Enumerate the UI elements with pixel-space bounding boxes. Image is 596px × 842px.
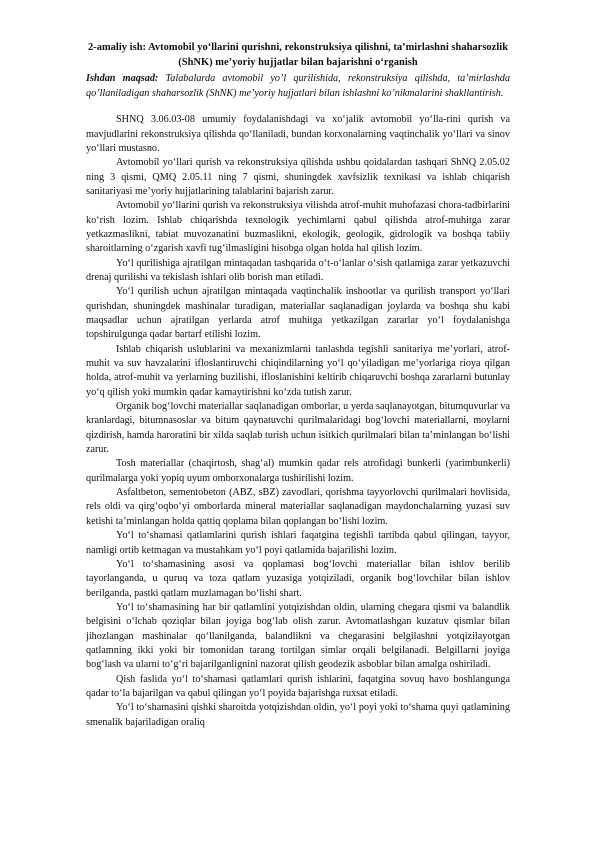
paragraph: Avtomobil yo‘llari qurish va rekonstruksiya qilishda ushbu qoidalardan tashqari ShNQ 2.05.02 ning 3 qismi, QMQ 2.05.11 ning 7 qismi, shuningdek xavfsizlik texnikasi va ishlab chiqarish sanitariyasi me’yoriy hujjatlarining talablarini bajarish zarur. (86, 157, 510, 197)
paragraph: Yo‘l qurilish uchun ajratilgan mintaqada vaqtinchalik inshootlar va qurilish transport yo‘llari qurishdan, shuningdek mashinalar turadigan, materiallar saqlanadigan joylarda va boshqa shu kabi maqsadlar uchun ajratilgan yerlarda atrof muhitga yetkazilgan zararlar yo‘l foydalanishga topshirulgunga qadar bartarf etilishi lozim. (86, 286, 510, 341)
paragraph: Organik bog‘lovchi materiallar saqlanadigan omborlar, u yerda saqlanayotgan, bitumquvurlar va kranlardagi, bitumnasoslar va bitum qaynatuvchi qurilmalaridagi bog‘lovchi materiallarni, moylarni qizdirish, hamda haroratini bir xilda saqlab turish uchun isitkich qurilmalari bilan ta’minlangan bo‘lishi zarur. (86, 401, 510, 456)
paragraph: Qish faslida yo‘l to‘shamasi qatlamlari qurish ishlarini, faqatgina sovuq havo boshlangunga qadar to‘la bajarilgan va qabul qilingan yo‘l poyida bajarishga ruxsat etiladi. (86, 673, 510, 699)
paragraph: Avtomobil yo‘llarini qurish va rekonstruksiya vilishda atrof-muhit muhofazasi chora-tadbirlarini ko‘rish lozim. Ishlab chiqarishda texnologik yechimlarni qabul qilishda atrof-muhitga zarar yetkazmaslikni, tabiat muvozanatini buzmaslikni, ekologik, geologik, gidrologik va boshqa tabiiy sharoitlarning o‘zgarish xavfi tug‘ilmasligini hisobga olgan holda hal qilish lozim. (86, 200, 510, 255)
paragraph: Yo‘l to‘shamasi qatlamlarini qurish ishlari faqatgina tegishli tartibda qabul qilingan, tayyor, namligi ortib ketmagan va mustahkam yo‘l poyi qatlamida bajarilishi lozim. (86, 530, 510, 556)
spacer (86, 101, 510, 113)
paragraph: Tosh materiallar (chaqirtosh, shag‘al) mumkin qadar rels atrofidagi bunkerli (yarimbunkerli) qurilmalarga yoki yopiq uyum omborxonalarga tushirilishi lozim. (86, 458, 510, 484)
paragraph: Yo‘l to‘shamasining har bir qatlamlini yotqizishdan oldin, ularning chegara qismi va balandlik belgisini o‘lchab qoziqlar bilan joyiga bog‘lab olish zarur. Avtomatlashgan kuzatuv qismlar bilan jihozlangan mashinalar qo‘llanilganda, balandlikni va chegarasini belgilashni yotqizilayotgan qatlamning ikki yoki bir tomonidan tarang tortilgan simlar orqali belgilanadi. Belgillarni joyiga bog‘lash va ularni to‘g‘ri bajarilganlignini nazorat qilish geodezik asboblar bilan amalga oshiriladi. (86, 601, 510, 671)
document-page (86, 40, 510, 730)
aim-label: Ishdan maqsad: (86, 73, 159, 84)
paragraph: Yo‘l to‘shamasining asosi va qoplamasi bog‘lovchi materiallar bilan ishlov berilib tayorlanganda, u quruq va toza qatlam yuzasiga yotqiziladi, organik bog‘lovchilar bilan ishlov berilganda, pastki qatlam muzlamagan bo‘lishi shart. (86, 558, 510, 599)
aim-paragraph (86, 72, 510, 101)
paragraph: SHNQ 3.06.03-08 umumiy foydalanishdagi va xo‘jalik avtomobil yo‘lla-rini qurish va mavjudlarini rekonstruksiya qilishda qo‘llaniladi, bundan korxonalarning vaqtinchalik yo‘llari va sinov yo‘llari mustasno. (86, 114, 510, 154)
paragraph: Asfaltbeton, sementobeton (ABZ, sBZ) zavodlari, qorishma tayyorlovchi qurilmalari hovlisida, rels oldi va qirg‘oqbo‘yi omborlarda mineral materiallar saqlanadigan maydonchalarning yuzasi suv ketishi ta’minlangan holda qattiq qoplama bilan qoplangan bo‘lishi lozim. (86, 487, 510, 527)
aim-text: Talabalarda avtomobil yo’l qurilishida, rekonstruksiya qilishda, ta’mirlashda qo’llaniladigan shaharsozlik (ShNK) me’yoriy hujjatlari bilan ishlashni ko’nikmalarini shakllantirish. (86, 73, 510, 99)
paragraph: Yo‘l qurilishiga ajratilgan mintaqadan tashqarida o‘t-o‘lanlar o‘sish qatlamiga zarar yetkazuvchi drenaj qurilishi va tekislash ishlari olib borish man etiladi. (86, 257, 510, 283)
paragraph: Ishlab chiqarish uslublarini va mexanizmlarni tanlashda tegishli sanitariya me’yorlari, atrof-muhit va suv havzalarini ifloslantiruvchi chiqindilarning yo‘l qo‘yiladigan me’yorlariga rioya qilgan holda, atrof-muhit va yerlarning buzilishi, ifloslanishini keltirib chiqaruvchi boshqa zararlarni butunlay yo‘q qilish yoki mumkin qadar kamaytirishni ko‘zda tutish zarur. (86, 343, 510, 398)
page-title: 2-amaliy ish: Avtomobil yo‘llarini qurishni, rekonstruksiya qilishni, ta’mirlashni shaharsozlik (ShNK) me’yoriy hujjatlar bilan bajarishni o‘rganish (87, 42, 509, 68)
paragraph: Yo‘l to‘shamasini qishki sharoitda yotqizishdan oldin, yo‘l poyi yoki to‘shama quyi qatlamining smenalik bajariladigan oraliq (86, 702, 510, 728)
